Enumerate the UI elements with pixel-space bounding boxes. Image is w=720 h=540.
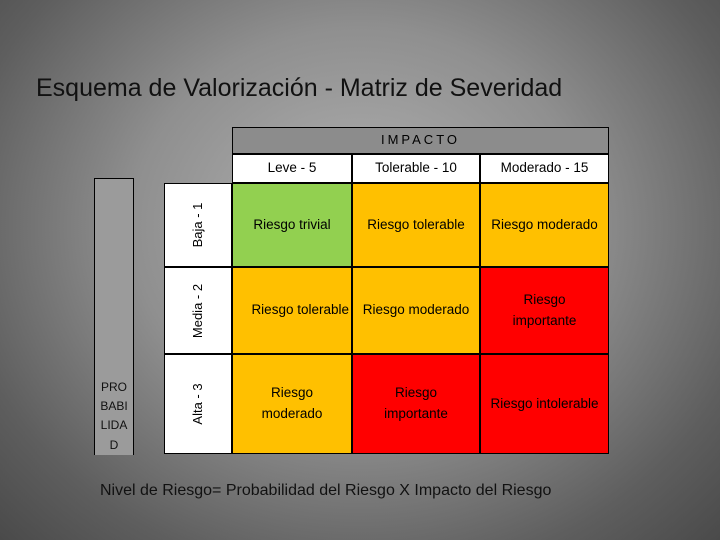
matrix-cell-riesgo-intolerable bbox=[480, 354, 609, 454]
row-header-media bbox=[164, 267, 232, 354]
row-header-label: Media - 2 bbox=[189, 283, 205, 338]
matrix-cell-riesgo-importante bbox=[480, 267, 609, 354]
row-header-label: Baja - 1 bbox=[189, 202, 205, 248]
impact-header-label: IMPACTO bbox=[380, 132, 461, 148]
probability-label-line: BABI bbox=[100, 399, 128, 414]
slide-title: Esquema de Valorización - Matriz de Severidad bbox=[36, 74, 563, 102]
column-header-tolerable bbox=[352, 154, 480, 183]
column-header-label: Leve - 5 bbox=[267, 160, 317, 176]
matrix-cell-riesgo-moderado bbox=[352, 267, 480, 354]
column-header-moderado bbox=[480, 154, 609, 183]
column-header-leve bbox=[232, 154, 352, 183]
cell-label: Riesgo moderado bbox=[491, 216, 598, 232]
row-header-label: Alta - 3 bbox=[189, 383, 205, 425]
matrix-cell-riesgo-trivial bbox=[232, 183, 352, 267]
cell-label: Riesgo intolerable bbox=[490, 395, 599, 411]
cell-label: Riesgo moderado bbox=[261, 385, 323, 421]
matrix-cell-riesgo-moderado bbox=[480, 183, 609, 267]
cell-label: Riesgo trivial bbox=[253, 216, 331, 232]
row-header-baja bbox=[164, 183, 232, 267]
probability-label-line: LIDA bbox=[100, 418, 128, 433]
cell-label: Riesgo tolerable bbox=[251, 302, 349, 318]
risk-formula-note: Nivel de Riesgo= Probabilidad del Riesgo X Impacto del Riesgo bbox=[100, 482, 552, 499]
probability-label-line: PRO bbox=[100, 380, 127, 394]
probability-label bbox=[94, 378, 134, 455]
probability-label-line: D bbox=[109, 437, 119, 452]
row-header-alta bbox=[164, 354, 232, 454]
cell-label: Riesgo tolerable bbox=[367, 216, 465, 232]
matrix-cell-riesgo-tolerable bbox=[352, 183, 480, 267]
column-header-label: Tolerable - 10 bbox=[375, 160, 457, 176]
cell-label: Riesgo importante bbox=[384, 385, 448, 421]
matrix-cell-riesgo-moderado bbox=[232, 354, 352, 454]
impact-header bbox=[232, 127, 609, 154]
matrix-cell-riesgo-importante bbox=[352, 354, 480, 454]
matrix-cell-riesgo-tolerable bbox=[232, 267, 352, 354]
cell-label: Riesgo importante bbox=[512, 291, 577, 328]
column-header-label: Moderado - 15 bbox=[500, 160, 589, 176]
cell-label: Riesgo moderado bbox=[362, 302, 470, 318]
